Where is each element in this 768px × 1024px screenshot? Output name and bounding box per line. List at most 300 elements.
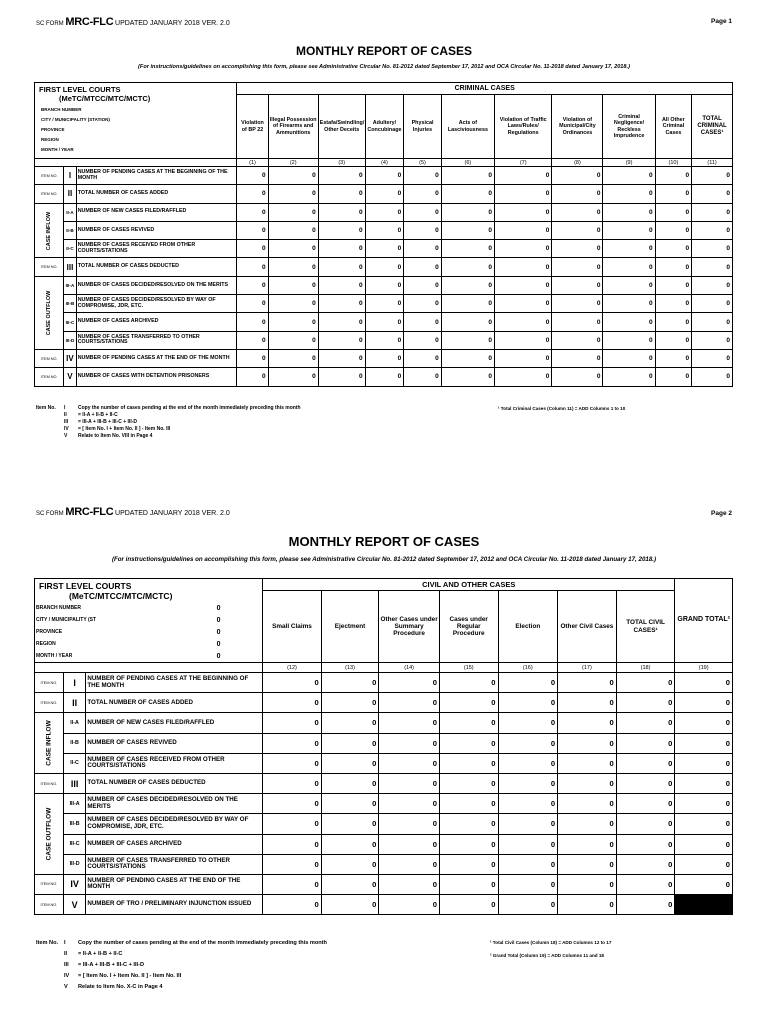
column-header: Other Cases under Summary Procedure xyxy=(379,591,440,663)
value-cell: 0 xyxy=(268,276,318,294)
note-text: = [ Item No. I + Item No. II ] - Item No. III xyxy=(78,426,171,432)
table-row xyxy=(35,773,733,793)
value-cell: 0 xyxy=(603,258,655,276)
note-roman: V xyxy=(64,433,68,439)
column-number: (16) xyxy=(498,663,558,673)
value-cell: 0 xyxy=(263,874,322,894)
note-row xyxy=(36,433,301,440)
value-cell: 0 xyxy=(268,203,318,221)
value-cell: 0 xyxy=(263,693,322,713)
column-header: Physical Injuries xyxy=(404,95,442,159)
value-cell: 0 xyxy=(237,167,268,185)
note-roman: IV xyxy=(64,426,69,432)
row-roman: II-C xyxy=(63,753,86,773)
value-cell: 0 xyxy=(365,295,404,313)
value-cell: 0 xyxy=(318,167,365,185)
value-cell: 0 xyxy=(365,331,404,349)
value-cell: 0 xyxy=(655,349,692,367)
column-header: All Other Criminal Cases xyxy=(655,95,692,159)
row-description: NUMBER OF CASES REVIVED xyxy=(76,221,237,239)
value-cell: 0 xyxy=(379,773,440,793)
value-cell: 0 xyxy=(616,693,675,713)
column-header: Adultery/ Concubinage xyxy=(365,95,404,159)
value-cell: 0 xyxy=(237,368,268,386)
note-text: = [ Item No. I + Item No. II ] - Item No. III xyxy=(78,973,182,979)
value-cell: 0 xyxy=(268,258,318,276)
column-header: Acts of Lasciviousness xyxy=(441,95,494,159)
value-cell: 0 xyxy=(616,733,675,753)
row-roman: III-D xyxy=(63,854,86,874)
value-cell: 0 xyxy=(404,240,442,258)
value-cell: 0 xyxy=(237,258,268,276)
value-cell: 0 xyxy=(379,834,440,854)
row-roman: I xyxy=(64,167,77,185)
value-cell: 0 xyxy=(439,753,498,773)
value-cell: 0 xyxy=(603,276,655,294)
row-roman: II-B xyxy=(64,221,77,239)
column-number: (19) xyxy=(675,663,733,673)
value-cell: 0 xyxy=(318,295,365,313)
row-description: NUMBER OF CASES DECIDED/RESOLVED BY WAY OF COMPROMISE, JDR, ETC. xyxy=(76,295,237,313)
value-cell: 0 xyxy=(237,313,268,331)
value-cell: 0 xyxy=(552,240,603,258)
value-cell: 0 xyxy=(495,221,552,239)
table-row xyxy=(35,874,733,894)
value-cell: 0 xyxy=(439,713,498,733)
value-cell: 0 xyxy=(318,203,365,221)
column-header: TOTAL CRIMINAL CASES¹ xyxy=(692,95,733,159)
value-cell: 0 xyxy=(675,753,733,773)
info-label: PROVINCE xyxy=(41,127,65,132)
table-row xyxy=(35,854,733,874)
note-roman: III xyxy=(64,962,69,968)
value-cell: 0 xyxy=(263,673,322,693)
row-roman: II xyxy=(64,185,77,203)
value-cell: 0 xyxy=(558,733,617,753)
value-cell: 0 xyxy=(379,814,440,834)
value-cell: 0 xyxy=(441,295,494,313)
value-cell: 0 xyxy=(263,854,322,874)
value-cell: 0 xyxy=(603,185,655,203)
column-header: Cases under Regular Procedure xyxy=(439,591,498,663)
value-cell: 0 xyxy=(321,834,379,854)
value-cell: 0 xyxy=(237,203,268,221)
row-description: NUMBER OF CASES TRANSFERRED TO OTHER COURTS/STATIONS xyxy=(76,331,237,349)
value-cell: 0 xyxy=(552,258,603,276)
value-cell: 0 xyxy=(692,240,733,258)
value-cell: 0 xyxy=(655,331,692,349)
note-text: Copy the number of cases pending at the end of the month immediately preceding this month xyxy=(78,940,327,946)
value-cell: 0 xyxy=(237,276,268,294)
table-row xyxy=(35,814,733,834)
note-label: Item No. xyxy=(36,405,56,411)
column-number: (15) xyxy=(439,663,498,673)
form-code: MRC-FLC xyxy=(65,506,114,518)
value-cell: 0 xyxy=(263,814,322,834)
value-cell: 0 xyxy=(404,185,442,203)
column-header: TOTAL CIVIL CASES¹ xyxy=(616,591,675,663)
value-cell: 0 xyxy=(318,185,365,203)
value-cell: 0 xyxy=(365,167,404,185)
courts-info-block xyxy=(35,83,237,159)
note-text: = III-A + III-B + III-C + III-D xyxy=(78,962,144,968)
row-description: NUMBER OF CASES RECEIVED FROM OTHER COURTS/STATIONS xyxy=(76,240,237,258)
column-number: (1) xyxy=(237,159,268,167)
value-cell: 0 xyxy=(495,349,552,367)
page-number: Page 1 xyxy=(711,18,732,25)
value-cell: 0 xyxy=(365,313,404,331)
row-roman: V xyxy=(63,895,86,915)
value-cell: 0 xyxy=(268,240,318,258)
value-cell: 0 xyxy=(404,295,442,313)
value-cell: 0 xyxy=(263,794,322,814)
row-roman: III-B xyxy=(63,814,86,834)
value-cell: 0 xyxy=(365,203,404,221)
value-cell: 0 xyxy=(379,733,440,753)
vertical-label: CASE INFLOW xyxy=(46,211,53,250)
value-cell: 0 xyxy=(675,874,733,894)
info-value: 0 xyxy=(216,640,221,648)
info-label: PROVINCE xyxy=(36,629,63,635)
value-cell: 0 xyxy=(675,814,733,834)
value-cell: 0 xyxy=(439,673,498,693)
value-cell: 0 xyxy=(495,331,552,349)
info-label: REGION xyxy=(36,641,56,647)
item-no-label: ITEM NO. xyxy=(35,673,64,693)
value-cell: 0 xyxy=(379,753,440,773)
table-row xyxy=(35,240,733,258)
value-cell: 0 xyxy=(675,834,733,854)
column-number-spacer xyxy=(35,159,237,167)
column-number: (10) xyxy=(655,159,692,167)
note-text: Relate to Item No. VIII in Page 4 xyxy=(78,433,153,439)
info-label: BRANCH NUMBER xyxy=(41,107,82,112)
item-no-label: ITEM NO. xyxy=(35,368,64,386)
value-cell: 0 xyxy=(263,895,322,915)
value-cell: 0 xyxy=(379,854,440,874)
note-text: Relate to Item No. X-C in Page 4 xyxy=(78,984,163,990)
note-text: = II-A + II-B + II-C xyxy=(78,951,123,957)
group-header: CRIMINAL CASES xyxy=(237,83,733,95)
column-header: Violation of BP 22 xyxy=(237,95,268,159)
column-number: (8) xyxy=(552,159,603,167)
row-roman: III-B xyxy=(64,295,77,313)
value-cell: 0 xyxy=(603,221,655,239)
column-number: (5) xyxy=(404,159,442,167)
report-subtitle: (For instructions/guidelines on accomplishing this form, please see Administrative Circular No. 81-2012 dated September 17, 2012 and OCA Circular No. 11-2018 dated January 17, 2018.) xyxy=(138,64,630,70)
value-cell: 0 xyxy=(321,773,379,793)
value-cell: 0 xyxy=(321,673,379,693)
value-cell: 0 xyxy=(379,693,440,713)
item-no-label: ITEM NO. xyxy=(35,773,64,793)
value-cell: 0 xyxy=(692,203,733,221)
value-cell: 0 xyxy=(237,331,268,349)
table-row xyxy=(35,368,733,386)
value-cell: 0 xyxy=(321,854,379,874)
value-cell: 0 xyxy=(655,167,692,185)
report-page-2 xyxy=(0,500,768,1024)
table-row xyxy=(35,834,733,854)
row-roman: V xyxy=(64,368,77,386)
value-cell: 0 xyxy=(268,167,318,185)
value-cell: 0 xyxy=(268,185,318,203)
column-number: (14) xyxy=(379,663,440,673)
value-cell: 0 xyxy=(404,167,442,185)
row-roman: IV xyxy=(64,349,77,367)
value-cell: 0 xyxy=(379,895,440,915)
item-no-label: ITEM NO. xyxy=(35,874,64,894)
column-number: (6) xyxy=(441,159,494,167)
value-cell: 0 xyxy=(441,368,494,386)
note-label xyxy=(36,426,64,433)
value-cell: 0 xyxy=(675,854,733,874)
civil-cases-table xyxy=(34,578,733,915)
note-roman: I xyxy=(64,940,66,946)
column-number: (3) xyxy=(318,159,365,167)
info-label: CITY / MUNICIPALITY (ST xyxy=(36,617,97,623)
value-cell: 0 xyxy=(439,814,498,834)
value-cell: 0 xyxy=(318,276,365,294)
column-number: (9) xyxy=(603,159,655,167)
value-cell: 0 xyxy=(552,368,603,386)
value-cell: 0 xyxy=(404,313,442,331)
value-cell: 0 xyxy=(321,693,379,713)
row-description: TOTAL NUMBER OF CASES DEDUCTED xyxy=(86,773,263,793)
value-cell: 0 xyxy=(268,313,318,331)
value-cell: 0 xyxy=(321,753,379,773)
column-number: (4) xyxy=(365,159,404,167)
value-cell: 0 xyxy=(404,368,442,386)
note-label xyxy=(36,971,64,982)
note-row xyxy=(36,949,327,960)
value-cell: 0 xyxy=(439,874,498,894)
value-cell: 0 xyxy=(692,185,733,203)
value-cell: 0 xyxy=(495,368,552,386)
grand-total-header: GRAND TOTAL² xyxy=(675,579,733,663)
info-value: 0 xyxy=(216,616,221,624)
value-cell: 0 xyxy=(439,693,498,713)
row-description: NUMBER OF PENDING CASES AT THE BEGINNING OF THE MONTH xyxy=(86,673,263,693)
courts-subtitle: (MeTC/MTCC/MTC/MCTC) xyxy=(59,94,151,103)
row-description: TOTAL NUMBER OF CASES ADDED xyxy=(76,185,237,203)
value-cell: 0 xyxy=(495,258,552,276)
vertical-label: CASE INFLOW xyxy=(45,720,53,766)
note-text: Copy the number of cases pending at the end of the month immediately preceding this month xyxy=(78,405,301,411)
value-cell: 0 xyxy=(655,368,692,386)
value-cell: 0 xyxy=(603,368,655,386)
value-cell: 0 xyxy=(603,240,655,258)
value-cell: 0 xyxy=(498,773,558,793)
courts-info-block xyxy=(35,579,263,663)
value-cell: 0 xyxy=(321,895,379,915)
value-cell: 0 xyxy=(441,276,494,294)
table-row xyxy=(35,331,733,349)
item-no-label: ITEM NO. xyxy=(35,185,64,203)
value-cell: 0 xyxy=(616,834,675,854)
row-roman: III-A xyxy=(63,794,86,814)
info-label: MONTH / YEAR xyxy=(41,147,74,152)
row-description: NUMBER OF TRO / PRELIMINARY INJUNCTION ISSUED xyxy=(86,895,263,915)
column-header: Election xyxy=(498,591,558,663)
value-cell: 0 xyxy=(616,753,675,773)
table-row xyxy=(35,713,733,733)
value-cell: 0 xyxy=(655,203,692,221)
row-roman: III xyxy=(64,258,77,276)
value-cell: 0 xyxy=(495,313,552,331)
vertical-label: CASE OUTFLOW xyxy=(46,290,53,336)
row-roman: I xyxy=(63,673,86,693)
value-cell: 0 xyxy=(498,834,558,854)
row-roman: IV xyxy=(63,874,86,894)
value-cell: 0 xyxy=(404,258,442,276)
value-cell: 0 xyxy=(439,895,498,915)
table-row xyxy=(35,185,733,203)
value-cell: 0 xyxy=(675,773,733,793)
value-cell: 0 xyxy=(616,794,675,814)
note-row xyxy=(36,938,327,949)
column-number: (2) xyxy=(268,159,318,167)
value-cell: 0 xyxy=(675,713,733,733)
value-cell: 0 xyxy=(616,773,675,793)
value-cell: 0 xyxy=(692,258,733,276)
value-cell: 0 xyxy=(498,854,558,874)
value-cell: 0 xyxy=(558,673,617,693)
note-label xyxy=(36,433,64,440)
table-row xyxy=(35,794,733,814)
column-number: (11) xyxy=(692,159,733,167)
value-cell: 0 xyxy=(558,794,617,814)
page-number: Page 2 xyxy=(711,510,732,517)
value-cell: 0 xyxy=(558,854,617,874)
value-cell: 0 xyxy=(655,313,692,331)
value-cell: 0 xyxy=(692,313,733,331)
value-cell: 0 xyxy=(237,240,268,258)
row-description: NUMBER OF NEW CASES FILED/RAFFLED xyxy=(76,203,237,221)
vertical-label: CASE OUTFLOW xyxy=(45,807,53,861)
value-cell: 0 xyxy=(495,185,552,203)
value-cell: 0 xyxy=(495,203,552,221)
value-cell: 0 xyxy=(404,331,442,349)
value-cell: 0 xyxy=(318,331,365,349)
column-header: Violation of Municipal/City Ordinances xyxy=(552,95,603,159)
row-description: NUMBER OF NEW CASES FILED/RAFFLED xyxy=(86,713,263,733)
note-row xyxy=(36,412,301,419)
case-outflow-label xyxy=(35,794,64,875)
row-description: NUMBER OF CASES DECIDED/RESOLVED ON THE MERITS xyxy=(86,794,263,814)
row-roman: II-B xyxy=(63,733,86,753)
value-cell: 0 xyxy=(558,895,617,915)
column-number: (18) xyxy=(616,663,675,673)
row-roman: III-D xyxy=(64,331,77,349)
value-cell: 0 xyxy=(318,313,365,331)
note-row xyxy=(36,419,301,426)
row-description: NUMBER OF CASES TRANSFERRED TO OTHER COURTS/STATIONS xyxy=(86,854,263,874)
value-cell: 0 xyxy=(441,258,494,276)
value-cell: 0 xyxy=(655,221,692,239)
value-cell: 0 xyxy=(441,240,494,258)
value-cell: 0 xyxy=(439,834,498,854)
form-prefix: SC FORM xyxy=(36,511,64,517)
row-roman: III-A xyxy=(64,276,77,294)
value-cell: 0 xyxy=(616,673,675,693)
report-page-1 xyxy=(0,0,768,500)
value-cell: 0 xyxy=(603,331,655,349)
footnote-total-criminal: ¹ Total Criminal Cases (Column 11) = ADD Columns 1 to 10 xyxy=(498,406,626,411)
value-cell: 0 xyxy=(439,794,498,814)
courts-title: FIRST LEVEL COURTS xyxy=(39,85,121,94)
info-value: 0 xyxy=(216,604,221,612)
note-row xyxy=(36,426,301,433)
value-cell: 0 xyxy=(263,733,322,753)
computation-notes xyxy=(36,938,327,993)
value-cell: 0 xyxy=(603,203,655,221)
note-text: = III-A + III-B + III-C + III-D xyxy=(78,419,137,425)
value-cell: 0 xyxy=(498,874,558,894)
value-cell: 0 xyxy=(441,331,494,349)
value-cell: 0 xyxy=(552,331,603,349)
row-roman: III-C xyxy=(63,834,86,854)
value-cell: 0 xyxy=(441,221,494,239)
note-roman: IV xyxy=(64,973,70,979)
value-cell: 0 xyxy=(495,167,552,185)
column-number: (12) xyxy=(263,663,322,673)
note-roman: III xyxy=(64,419,69,425)
value-cell: 0 xyxy=(692,295,733,313)
table-row xyxy=(35,895,733,915)
value-cell: 0 xyxy=(692,349,733,367)
value-cell: 0 xyxy=(655,276,692,294)
value-cell: 0 xyxy=(379,874,440,894)
note-row xyxy=(36,971,327,982)
value-cell: 0 xyxy=(379,794,440,814)
value-cell: 0 xyxy=(237,221,268,239)
row-description: NUMBER OF CASES ARCHIVED xyxy=(86,834,263,854)
value-cell: 0 xyxy=(498,713,558,733)
value-cell: 0 xyxy=(237,295,268,313)
value-cell: 0 xyxy=(498,673,558,693)
note-roman: II xyxy=(64,412,67,418)
value-cell: 0 xyxy=(498,814,558,834)
value-cell: 0 xyxy=(365,349,404,367)
criminal-cases-table xyxy=(34,82,733,387)
value-cell: 0 xyxy=(603,295,655,313)
value-cell: 0 xyxy=(655,258,692,276)
form-version: UPDATED JANUARY 2018 VER. 2.0 xyxy=(115,20,230,27)
value-cell: 0 xyxy=(321,733,379,753)
value-cell: 0 xyxy=(498,733,558,753)
value-cell: 0 xyxy=(268,368,318,386)
column-header: Small Claims xyxy=(263,591,322,663)
value-cell: 0 xyxy=(441,203,494,221)
value-cell: 0 xyxy=(558,874,617,894)
value-cell: 0 xyxy=(365,221,404,239)
value-cell: 0 xyxy=(365,258,404,276)
item-no-label: ITEM NO. xyxy=(35,167,64,185)
footnote-grand-total: ² Grand Total (Column 19) = ADD Columns 11 and 18 xyxy=(490,953,604,958)
case-inflow-label xyxy=(35,713,64,774)
table-row xyxy=(35,753,733,773)
value-cell: 0 xyxy=(268,331,318,349)
table-row xyxy=(35,349,733,367)
value-cell: 0 xyxy=(495,240,552,258)
form-prefix: SC FORM xyxy=(36,21,64,27)
footnotes xyxy=(490,936,611,962)
value-cell: 0 xyxy=(675,794,733,814)
value-cell: 0 xyxy=(318,240,365,258)
report-subtitle: (For instructions/guidelines on accomplishing this form, please see Administrative Circular No. 81-2012 dated September 17, 2012 and OCA Circular No. 11-2018 dated January 17, 2018.) xyxy=(111,556,657,563)
value-cell: 0 xyxy=(552,349,603,367)
value-cell: 0 xyxy=(616,713,675,733)
